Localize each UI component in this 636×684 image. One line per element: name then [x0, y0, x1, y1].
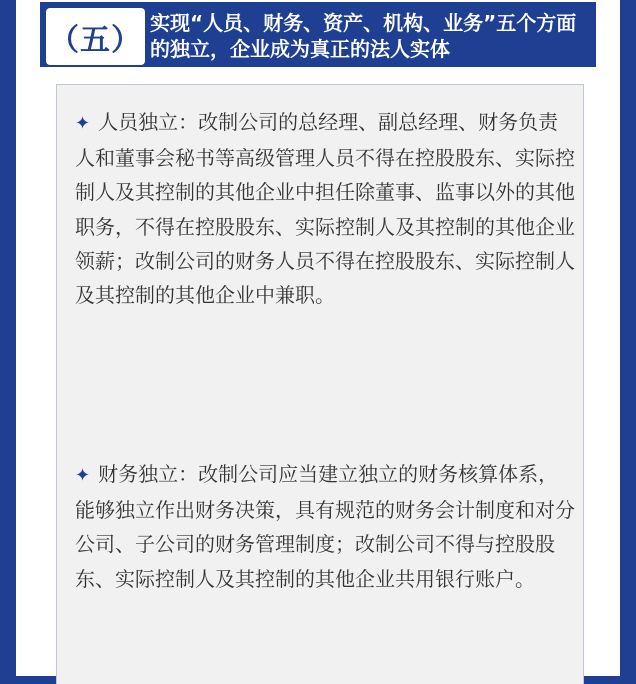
- paragraph-text: 财务独立：改制公司应当建立独立的财务核算体系，能够独立作出财务决策，具有规范的财务会计制度和对分公司、子公司的财务管理制度；改制公司不得与控股股东、实际控制人及其控制的其他企业共用银行账户。: [75, 462, 575, 591]
- sparkle-bullet-icon: ✦: [75, 465, 91, 486]
- section-header: [38, 0, 598, 69]
- paragraph-financial-independence: [75, 457, 575, 596]
- content-panel: [56, 84, 584, 684]
- paragraph-personnel-independence: [75, 105, 575, 312]
- paragraph-text: 人员独立：改制公司的总经理、副总经理、财务负责人和董事会秘书等高级管理人员不得在控股股东、实际控制人及其控制的其他企业中担任除董事、监事以外的其他职务，不得在控股股东、实际控制人及其控制的其他企业领薪；改制公司的财务人员不得在控股股东、实际控制人及其控制的其他企业中兼职。: [75, 110, 575, 308]
- sparkle-bullet-icon: ✦: [75, 113, 91, 134]
- section-title: 实现“人员、财务、资产、机构、业务”五个方面的独立，企业成为真正的法人实体: [150, 11, 577, 61]
- section-number-badge: （五）: [46, 8, 145, 65]
